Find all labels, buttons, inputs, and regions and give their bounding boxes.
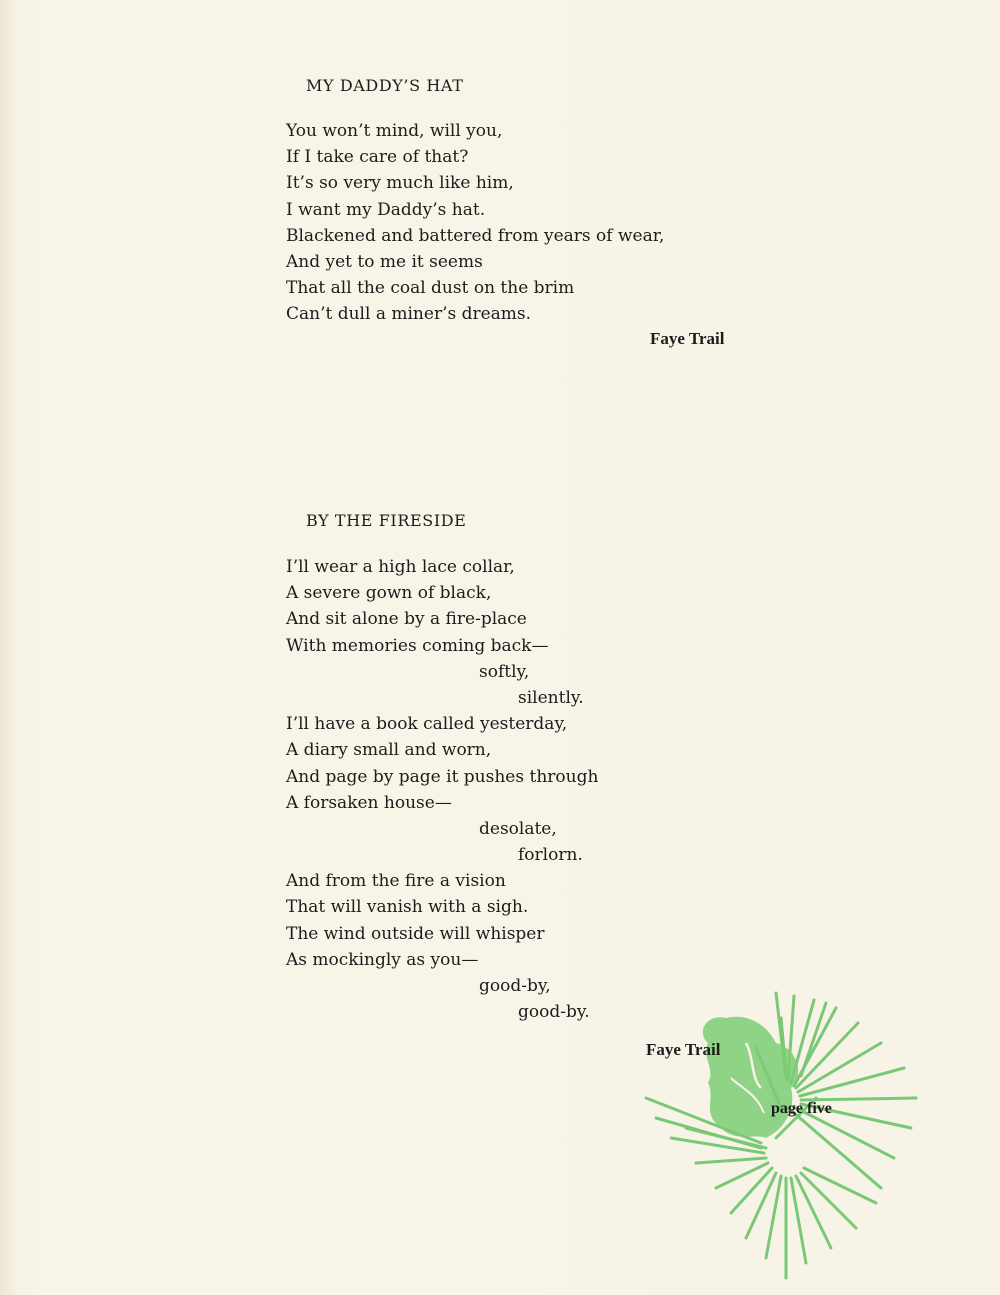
page-number: page five <box>771 1100 832 1117</box>
poem-line: good-by, <box>479 976 551 996</box>
poem-line: That will vanish with a sigh. <box>286 897 529 918</box>
poem-line: The wind outside will whisper <box>286 923 545 944</box>
poem-line: silently. <box>518 687 584 708</box>
poem-line: Can’t dull a miner’s dreams. <box>286 304 532 325</box>
poem-line: A severe gown of black, <box>286 583 492 604</box>
poem-line: And from the fire a vision <box>286 871 506 892</box>
poem-line: I’ll have a book called yesterday, <box>286 714 568 735</box>
poem-line: It’s so very much like him, <box>286 173 514 194</box>
poem-line: I want my Daddy’s hat. <box>286 199 486 220</box>
poem-line: That all the coal dust on the brim <box>286 278 575 299</box>
poem-line: I’ll wear a high lace collar, <box>286 557 515 577</box>
poem-line: And sit alone by a fire-place <box>286 609 527 630</box>
poem-line: You won’t mind, will you, <box>286 121 503 141</box>
poem-line: good-by. <box>518 1002 590 1023</box>
poem-body-my-daddys-hat <box>286 118 766 328</box>
poem-line: Blackened and battered from years of wear, <box>286 225 665 246</box>
poem-line: And page by page it pushes through <box>286 766 599 787</box>
poem-line: As mockingly as you— <box>286 949 479 970</box>
author-signature: Faye Trail <box>650 329 725 348</box>
poem-line: desolate, <box>479 818 557 839</box>
author-signature: Faye Trail <box>646 1040 721 1059</box>
poem-title-my-daddys-hat: MY DADDY’S HAT <box>306 76 464 95</box>
poem-line: With memories coming back— <box>286 635 549 656</box>
poem-line: forlorn. <box>518 845 583 866</box>
poem-line: And yet to me it seems <box>286 251 483 272</box>
poem-line: A forsaken house— <box>286 792 452 813</box>
poem-title-by-the-fireside: BY THE FIRESIDE <box>306 511 467 530</box>
poem-line: A diary small and worn, <box>286 740 492 761</box>
poem-body-by-the-fireside <box>286 554 766 1025</box>
poem-line: softly, <box>479 661 530 682</box>
poem-line: If I take care of that? <box>286 147 469 168</box>
pine-branch-icon <box>636 988 926 1288</box>
